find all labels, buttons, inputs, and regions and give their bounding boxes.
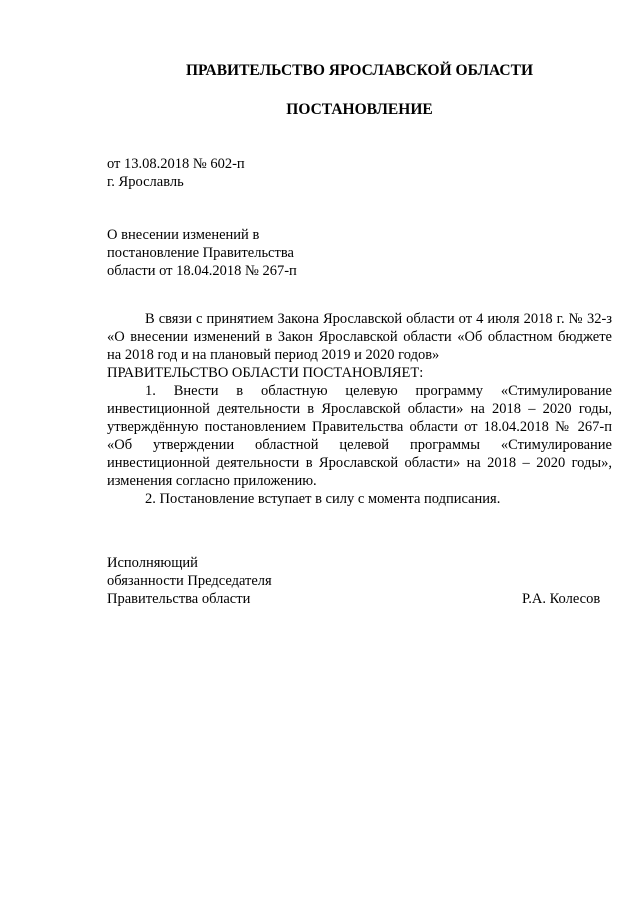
- subject-line: области от 18.04.2018 № 267-п: [107, 263, 297, 279]
- document-date-number: от 13.08.2018 № 602-п: [107, 156, 245, 172]
- signature-block: [107, 554, 272, 608]
- signatory-position-line: Исполняющий: [107, 555, 198, 571]
- document-place: г. Ярославль: [107, 174, 184, 190]
- document-meta: [107, 155, 245, 191]
- subject-line: О внесении изменений в: [107, 227, 260, 243]
- document-type-title: ПОСТАНОВЛЕНИЕ: [286, 101, 433, 118]
- resolution-statement: ПРАВИТЕЛЬСТВО ОБЛАСТИ ПОСТАНОВЛЯЕТ:: [107, 365, 424, 381]
- resolution-item-1: 1. Внести в областную целевую программу «Стимулирование инвестиционной деятельности в Ярославской области» на 2018 – 2020 годы, утверждённую постановлением Правительства области от 18.04.2018 № 267-п «Об утверждении областной целевой программы «Стимулирование инвестиционной деятельности в Ярославской области» на 2018 – 2020 годы», изменения согласно приложению.: [107, 383, 612, 489]
- preamble-paragraph: В связи с принятием Закона Ярославской области от 4 июля 2018 г. № 32-з «О внесении изменений в Закон Ярославской области «Об областном бюджете на 2018 год и на плановый период 2019 и 2020 годов»: [107, 311, 612, 363]
- signatory-position-line: Правительства области: [107, 591, 251, 607]
- signatory-position-line: обязанности Председателя: [107, 573, 272, 589]
- resolution-item-2: 2. Постановление вступает в силу с момента подписания.: [145, 491, 501, 507]
- government-title: ПРАВИТЕЛЬСТВО ЯРОСЛАВСКОЙ ОБЛАСТИ: [185, 62, 534, 79]
- signatory-name: Р.А. Колесов: [522, 591, 601, 607]
- subject-line: постановление Правительства: [107, 245, 294, 261]
- document-body: [107, 310, 612, 508]
- document-subject: [107, 226, 297, 280]
